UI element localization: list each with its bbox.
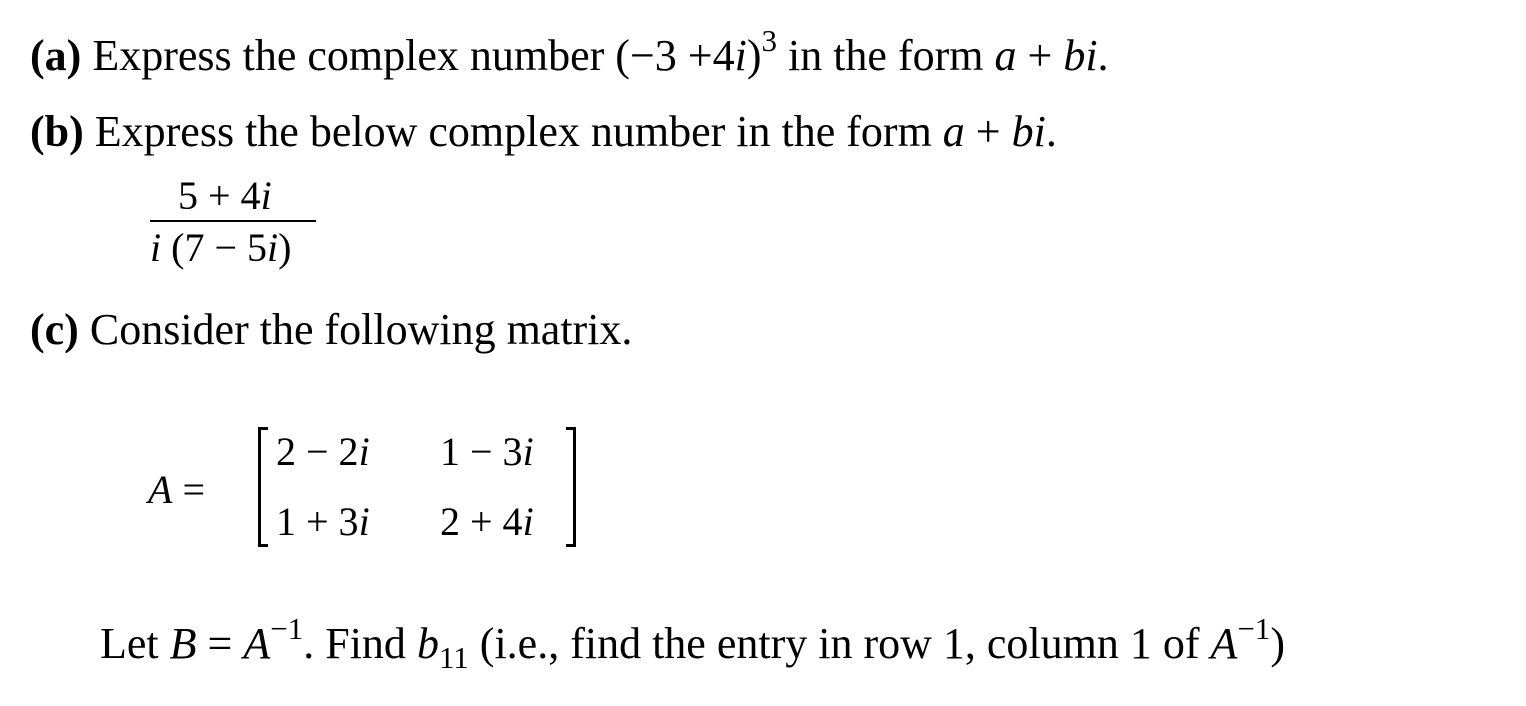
matrix-cell-r1c2 <box>440 429 534 474</box>
part-a-form-a: a <box>994 31 1017 80</box>
fraction-numerator <box>178 173 272 218</box>
part-a-exponent: 3 <box>761 23 777 58</box>
denominator-i: i <box>267 225 279 270</box>
part-b-form-a: a <box>942 107 965 156</box>
part-b-label: (b) <box>30 107 84 156</box>
part-a-middle: in the form <box>776 31 995 80</box>
part-a-label: (a) <box>30 31 82 80</box>
part-b-plus: + <box>964 107 1012 156</box>
denominator-text: (7 − 5 <box>161 225 268 270</box>
cell-r1c2-value: 1 − 3 <box>440 429 523 474</box>
cell-r1c1-i: i <box>358 429 370 474</box>
cell-r2c2-i: i <box>522 499 534 544</box>
matrix-cell-r2c2 <box>440 499 534 544</box>
part-a-form-b: b <box>1063 31 1086 80</box>
var-b: b <box>416 619 439 668</box>
part-a-imaginary-unit: i <box>734 31 747 80</box>
cell-r2c2-value: 2 + 4 <box>440 499 523 544</box>
matrix-label <box>148 467 205 512</box>
part-b-form-b: b <box>1011 107 1034 156</box>
question-c-task <box>100 611 1286 675</box>
numerator-text: 5 + 4 <box>178 173 261 218</box>
denominator-close: ) <box>278 225 292 270</box>
fraction-bar <box>150 220 316 222</box>
matrix-cell-r2c1 <box>276 499 370 544</box>
close-paren: ) <box>1270 619 1286 668</box>
part-a-plus: + <box>1016 31 1064 80</box>
question-a <box>30 23 1109 80</box>
question-c <box>30 305 633 354</box>
matrix-left-bracket <box>258 427 268 547</box>
part-c-label: (c) <box>30 305 79 354</box>
let-text: Let <box>100 619 170 668</box>
cell-r2c1-i: i <box>358 499 370 544</box>
denominator-i-factor: i <box>150 225 162 270</box>
part-a-form-i: i <box>1085 31 1098 80</box>
find-text: . Find <box>303 619 417 668</box>
part-a-period: . <box>1097 31 1109 80</box>
explanation-text: (i.e., find the entry in row 1, column 1 of <box>468 619 1211 668</box>
inverse-exponent-second: −1 <box>1237 611 1271 646</box>
part-a-prefix: Express the complex number (−3 +4 <box>92 31 735 80</box>
cell-r1c2-i: i <box>522 429 534 474</box>
cell-r2c1-value: 1 + 3 <box>276 499 359 544</box>
part-b-prefix: Express the below complex number in the form <box>94 107 943 156</box>
cell-r1c1-value: 2 − 2 <box>276 429 359 474</box>
question-b <box>30 107 1057 156</box>
part-b-period: . <box>1045 107 1057 156</box>
inverse-exponent-first: −1 <box>270 611 304 646</box>
part-a-close-paren: ) <box>746 31 762 80</box>
var-A-first: A <box>243 619 271 668</box>
b-subscript: 11 <box>438 640 469 675</box>
part-b-form-i: i <box>1033 107 1046 156</box>
var-A-second: A <box>1210 619 1238 668</box>
matrix-cell-r1c1 <box>276 429 370 474</box>
part-c-text: Consider the following matrix. <box>89 305 633 354</box>
matrix-right-bracket <box>566 427 576 547</box>
fraction-denominator <box>150 225 292 270</box>
equals-sign: = <box>196 619 244 668</box>
numerator-i: i <box>260 173 272 218</box>
matrix-equals: = <box>172 467 205 512</box>
matrix-name: A <box>148 467 173 512</box>
var-B: B <box>169 619 197 668</box>
